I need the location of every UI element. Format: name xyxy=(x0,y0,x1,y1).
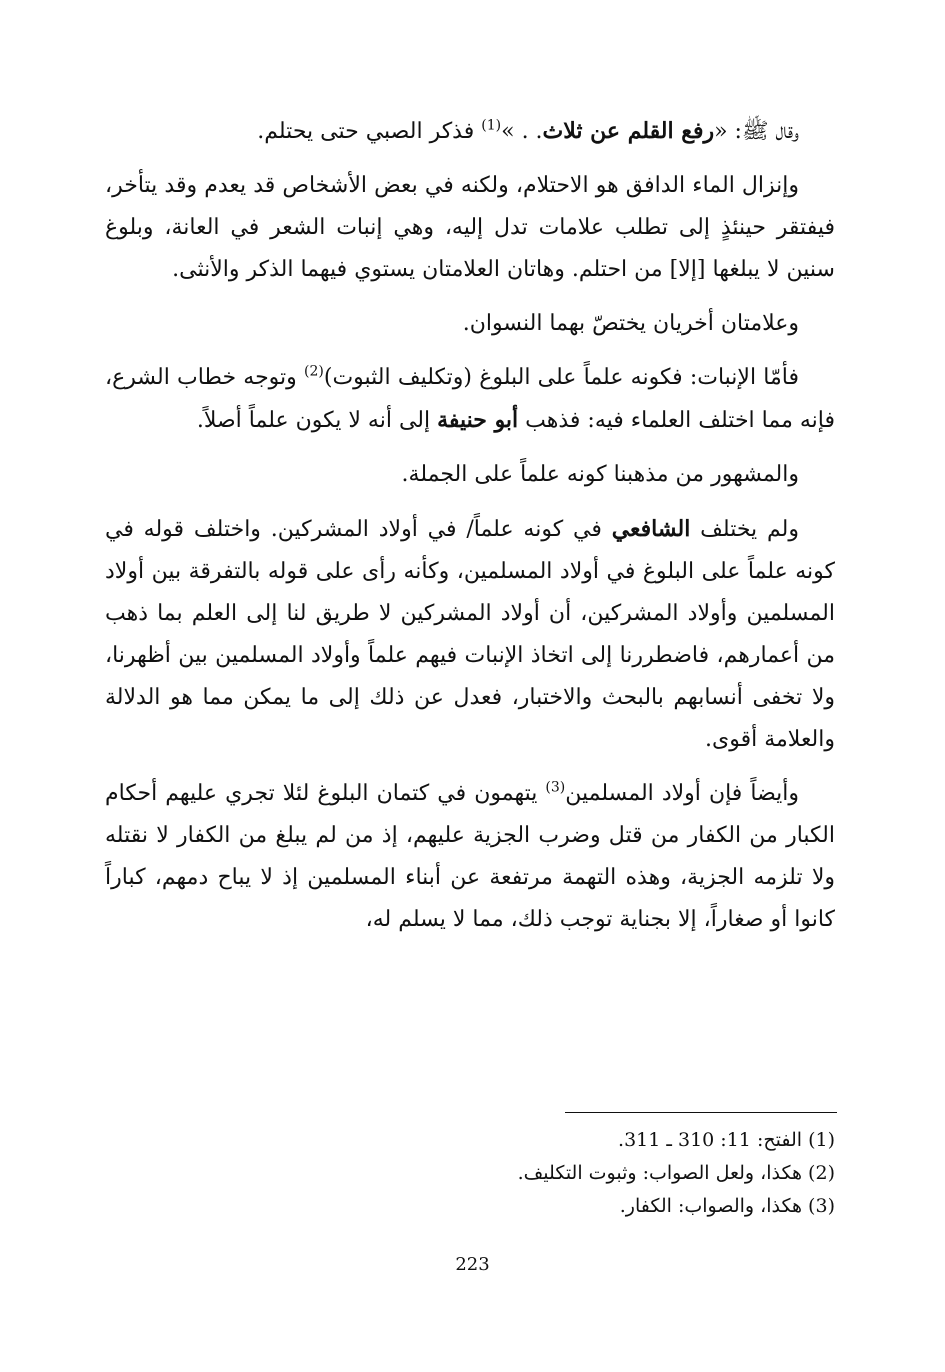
paragraph-6 xyxy=(105,508,835,761)
paragraph-4 xyxy=(105,357,835,442)
p4-e: إلى أنه لا يكون علماً أصلاً. xyxy=(196,408,438,433)
p7-a: وأيضاً فإن أولاد المسلمين xyxy=(565,781,800,806)
footnote-ref-1[interactable]: (1) xyxy=(481,117,502,134)
p6-a: ولم يختلف xyxy=(690,517,799,542)
footnote-ref-2[interactable]: (2) xyxy=(304,363,324,380)
paragraph-3: وعلامتان أخريان يختصّ بهما النسوان. xyxy=(462,311,799,336)
p6-c: في كونه علماً/ في أولاد المشركين. واختلف قوله في كونه علماً على البلوغ في أولاد المسلمين، وكأنه رأى على قوله بالتفرقة بين أولاد المسلمين وأولاد المشركين، أن أولاد المشركين لا طريق لنا إلى العلم بما ذهب من أعمارهم، فاضطررنا إلى اتخاذ الإنبات فيهم علماً وأولاد المسلمين بين أظهرنا، ولا تخفى أنسابهم بالبحث والاختبار، فعدل عن ذلك إلى ما يمكن مما هو الدلالة والعلامة أقوى. xyxy=(105,517,835,752)
paragraph-7 xyxy=(105,773,835,941)
name-abu-hanifa: أبو حنيفة xyxy=(437,407,519,433)
footnote-ref-3[interactable]: (3) xyxy=(545,779,566,796)
footnote-1: (1) الفتح: 11: 310 ـ 311. xyxy=(618,1129,835,1151)
p4-a: فأمّا الإنبات: فكونه علماً على البلوغ (وتكليف الثبوت) xyxy=(323,365,799,390)
p4-c: وتوجه خطاب الشرع، فإنه مما اختلف العلماء فيه: فذهب xyxy=(105,365,835,433)
p1-c: . . » xyxy=(501,119,543,144)
footnote-2: (2) هكذا، ولعل الصواب: وثبوت التكليف. xyxy=(517,1162,835,1184)
page-number: 223 xyxy=(455,1254,490,1275)
hadith-quote: رفع القلم عن ثلاث xyxy=(542,118,715,144)
p1-e: فذكر الصبي حتى يحتلم. xyxy=(257,119,482,144)
paragraph-1 xyxy=(105,110,835,153)
footnotes xyxy=(105,1124,835,1223)
p1-a: وقال ﷺ: « xyxy=(714,119,799,144)
paragraph-2: وإنزال الماء الدافق هو الاحتلام، ولكنه في بعض الأشخاص قد يعدم وقد يتأخر، فيفتقر حينئذٍ إلى تطلب علامات تدل إليه، وهي إنبات الشعر في العانة، وبلوغ سنين لا يبلغها [إلا] من احتلم. وهاتان العلامتان يستوي فيهما الذكر والأنثى. xyxy=(105,173,835,282)
paragraph-5: والمشهور من مذهبنا كونه علماً على الجملة. xyxy=(401,462,799,487)
footnote-3: (3) هكذا، والصواب: الكفار. xyxy=(619,1195,835,1217)
name-shafii: الشافعي xyxy=(611,516,691,542)
p7-c: يتهمون في كتمان البلوغ لئلا تجري عليهم أحكام الكبار من الكفار من قتل وضرب الجزية عليهم، إذ من لم يبلغ من الكفار لا نقتله ولا تلزمه الجزية، وهذه التهمة مرتفعة عن أبناء المسلمين إذ لا يباح دمهم، كباراً كانوا أو صغاراً، إلا بجناية توجب ذلك، مما لا يسلم له، xyxy=(105,781,835,932)
footnote-separator xyxy=(565,1112,837,1113)
main-text xyxy=(105,110,835,953)
